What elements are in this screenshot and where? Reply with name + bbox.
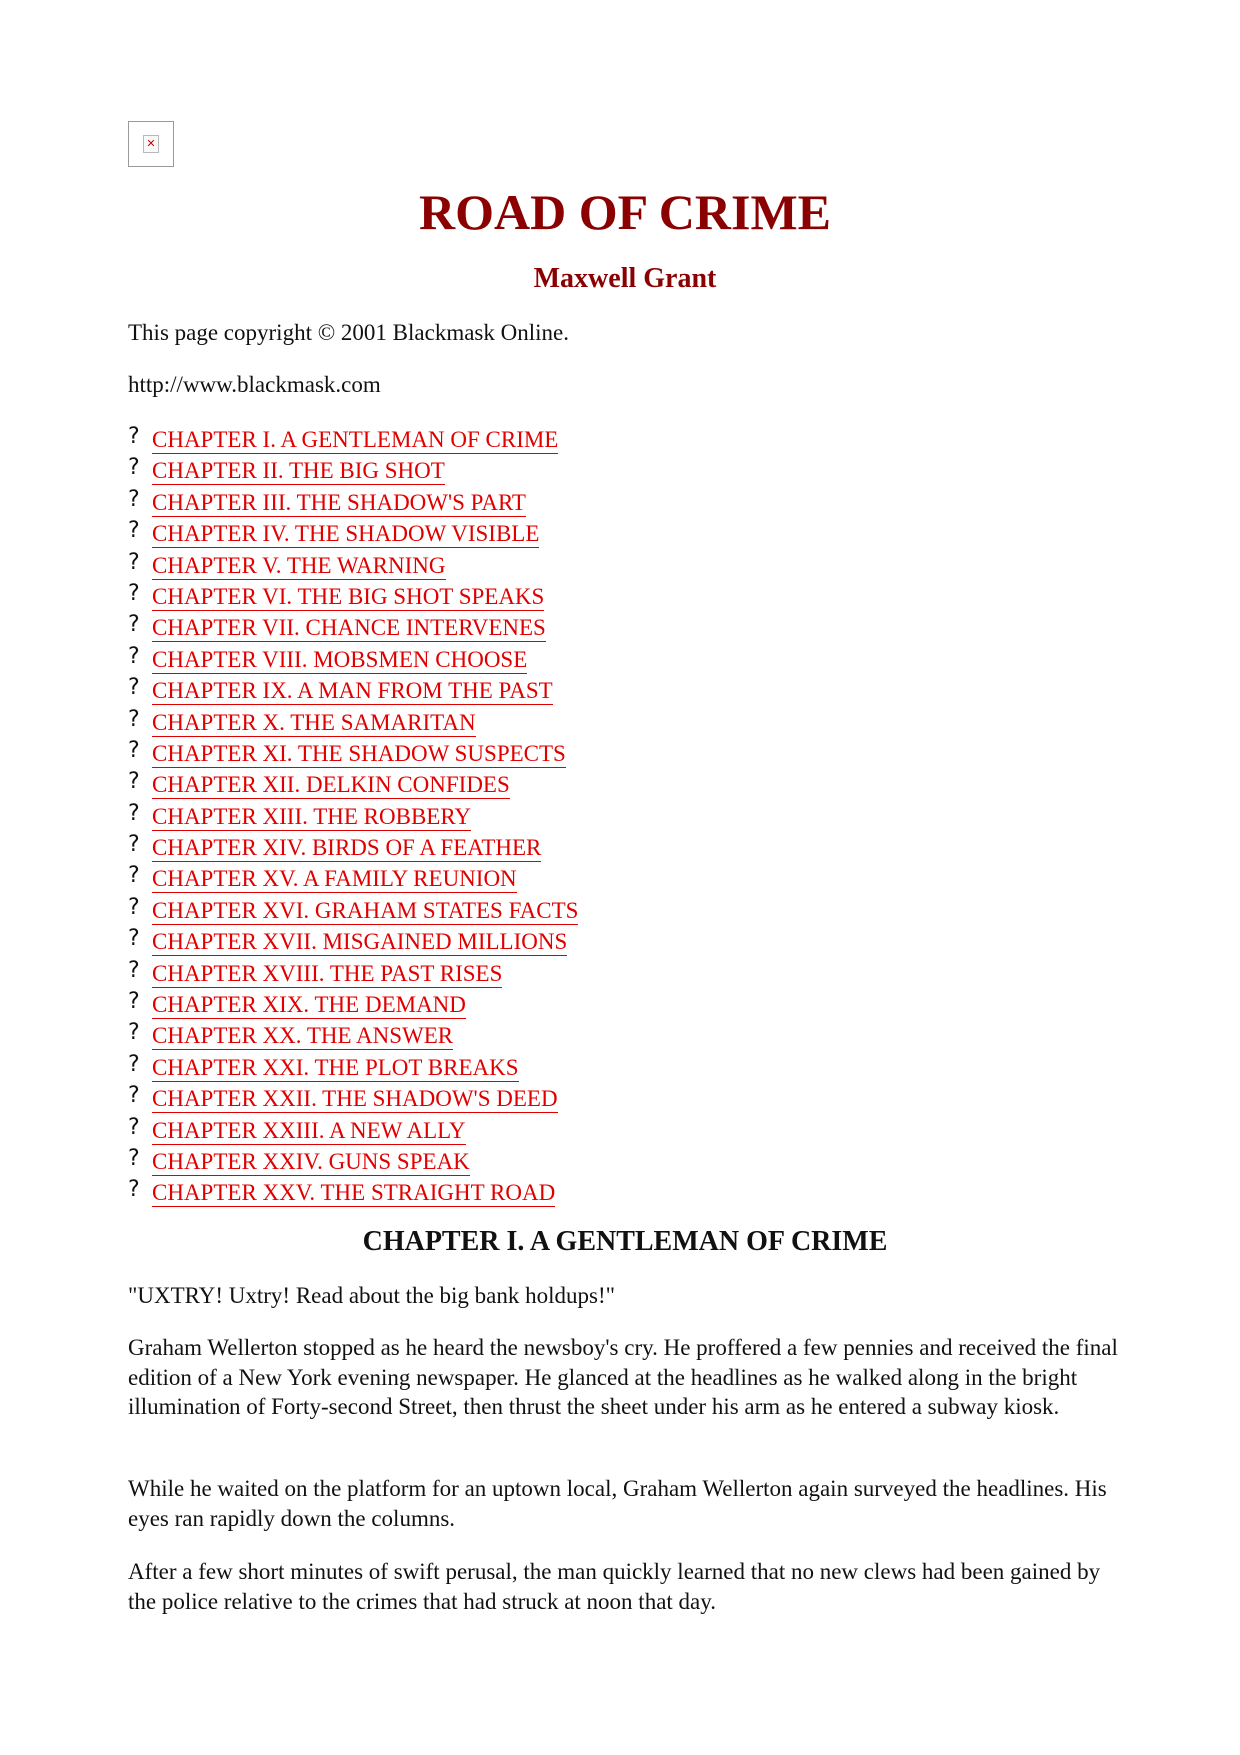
toc-bullet-icon: ?: [128, 706, 140, 732]
toc-item: [128, 1147, 578, 1178]
broken-image-icon: [128, 121, 174, 167]
toc-item: [128, 1021, 578, 1052]
table-of-contents: [128, 425, 578, 1210]
toc-item: [128, 896, 578, 927]
toc-bullet-icon: ?: [128, 989, 140, 1015]
chapter-paragraph: While he waited on the platform for an uptown local, Graham Wellerton again surveyed the headlines. His eyes ran rapidly down the columns.: [128, 1476, 1107, 1531]
toc-item: [128, 959, 578, 990]
toc-item: [128, 927, 578, 958]
toc-link-chapter-14[interactable]: CHAPTER XIV. BIRDS OF A FEATHER: [152, 835, 542, 861]
toc-bullet-icon: ?: [128, 926, 140, 952]
toc-bullet-icon: ?: [128, 424, 140, 449]
toc-link-chapter-20[interactable]: CHAPTER XX. THE ANSWER: [152, 1023, 454, 1049]
toc-bullet-icon: ?: [128, 612, 140, 638]
book-title: ROAD OF CRIME: [418, 184, 831, 240]
toc-item: [128, 676, 578, 707]
toc-item: [128, 582, 578, 613]
toc-link-chapter-15[interactable]: CHAPTER XV. A FAMILY REUNION: [152, 866, 517, 892]
toc-link-chapter-22[interactable]: CHAPTER XXII. THE SHADOW'S DEED: [152, 1086, 558, 1112]
toc-link-chapter-5[interactable]: CHAPTER V. THE WARNING: [152, 552, 446, 578]
toc-bullet-icon: ?: [128, 455, 140, 481]
toc-bullet-icon: ?: [128, 1020, 140, 1046]
toc-link-chapter-13[interactable]: CHAPTER XIII. THE ROBBERY: [152, 803, 472, 829]
toc-item: [128, 456, 578, 487]
toc-link-chapter-18[interactable]: CHAPTER XVIII. THE PAST RISES: [152, 960, 503, 986]
toc-bullet-icon: ?: [128, 518, 140, 544]
toc-link-chapter-25[interactable]: CHAPTER XXV. THE STRAIGHT ROAD: [152, 1180, 556, 1206]
toc-bullet-icon: ?: [128, 1051, 140, 1077]
toc-item: [128, 519, 578, 550]
toc-bullet-icon: ?: [128, 894, 140, 920]
toc-link-chapter-6[interactable]: CHAPTER VI. THE BIG SHOT SPEAKS: [152, 583, 545, 609]
toc-bullet-icon: ?: [128, 1114, 140, 1140]
toc-link-chapter-16[interactable]: CHAPTER XVI. GRAHAM STATES FACTS: [152, 897, 579, 923]
toc-bullet-icon: ?: [128, 643, 140, 669]
toc-bullet-icon: ?: [128, 863, 140, 889]
toc-item: [128, 802, 578, 833]
toc-item: [128, 864, 578, 895]
toc-item: [128, 425, 578, 456]
toc-bullet-icon: ?: [128, 580, 140, 606]
toc-item: [128, 1116, 578, 1147]
chapter-paragraph: After a few short minutes of swift perusal, the man quickly learned that no new clews had been gained by the police relative to the crimes that had struck at noon that day.: [128, 1559, 1101, 1614]
toc-bullet-icon: ?: [128, 675, 140, 701]
toc-item: [128, 613, 578, 644]
toc-link-chapter-24[interactable]: CHAPTER XXIV. GUNS SPEAK: [152, 1148, 470, 1174]
toc-bullet-icon: ?: [128, 549, 140, 575]
toc-item: [128, 645, 578, 676]
toc-item: [128, 708, 578, 739]
toc-bullet-icon: ?: [128, 1177, 140, 1203]
chapter-heading: CHAPTER I. A GENTLEMAN OF CRIME: [362, 1226, 888, 1257]
toc-link-chapter-11[interactable]: CHAPTER XI. THE SHADOW SUSPECTS: [152, 740, 566, 766]
toc-bullet-icon: ?: [128, 1145, 140, 1171]
toc-link-chapter-12[interactable]: CHAPTER XII. DELKIN CONFIDES: [152, 772, 510, 798]
chapter-paragraph: "UXTRY! Uxtry! Read about the big bank holdups!": [128, 1283, 616, 1308]
toc-item: [128, 1084, 578, 1115]
toc-bullet-icon: ?: [128, 769, 140, 795]
toc-link-chapter-7[interactable]: CHAPTER VII. CHANCE INTERVENES: [152, 615, 546, 641]
toc-item: [128, 1053, 578, 1084]
toc-bullet-icon: ?: [128, 1083, 140, 1109]
toc-link-chapter-21[interactable]: CHAPTER XXI. THE PLOT BREAKS: [152, 1054, 519, 1080]
toc-link-chapter-1[interactable]: CHAPTER I. A GENTLEMAN OF CRIME: [152, 427, 559, 452]
toc-item: [128, 833, 578, 864]
broken-image-x-icon: ✕: [143, 135, 159, 153]
toc-link-chapter-2[interactable]: CHAPTER II. THE BIG SHOT: [152, 458, 445, 484]
toc-item: [128, 739, 578, 770]
toc-bullet-icon: ?: [128, 957, 140, 983]
toc-bullet-icon: ?: [128, 800, 140, 826]
toc-item: [128, 1178, 578, 1209]
toc-link-chapter-17[interactable]: CHAPTER XVII. MISGAINED MILLIONS: [152, 929, 568, 955]
chapter-paragraph: Graham Wellerton stopped as he heard the newsboy's cry. He proffered a few pennies and received the final edition of a New York evening newspaper. He glanced at the headlines as he walked along in the bright illumination of Forty-second Street, then thrust the sheet under his arm as he entered a subway kiosk.: [128, 1335, 1118, 1419]
toc-item: [128, 770, 578, 801]
toc-bullet-icon: ?: [128, 486, 140, 512]
copyright-notice: This page copyright © 2001 Blackmask Online.: [128, 320, 569, 345]
toc-item: [128, 551, 578, 582]
toc-link-chapter-9[interactable]: CHAPTER IX. A MAN FROM THE PAST: [152, 678, 553, 704]
toc-link-chapter-23[interactable]: CHAPTER XXIII. A NEW ALLY: [152, 1117, 466, 1143]
toc-link-chapter-8[interactable]: CHAPTER VIII. MOBSMEN CHOOSE: [152, 646, 528, 672]
toc-link-chapter-19[interactable]: CHAPTER XIX. THE DEMAND: [152, 992, 466, 1018]
site-url: http://www.blackmask.com: [128, 372, 381, 397]
book-author: Maxwell Grant: [533, 263, 717, 294]
toc-item: [128, 990, 578, 1021]
toc-bullet-icon: ?: [128, 737, 140, 763]
toc-link-chapter-3[interactable]: CHAPTER III. THE SHADOW'S PART: [152, 489, 526, 515]
toc-item: [128, 488, 578, 519]
toc-link-chapter-10[interactable]: CHAPTER X. THE SAMARITAN: [152, 709, 476, 735]
toc-link-chapter-4[interactable]: CHAPTER IV. THE SHADOW VISIBLE: [152, 521, 540, 547]
toc-bullet-icon: ?: [128, 832, 140, 858]
